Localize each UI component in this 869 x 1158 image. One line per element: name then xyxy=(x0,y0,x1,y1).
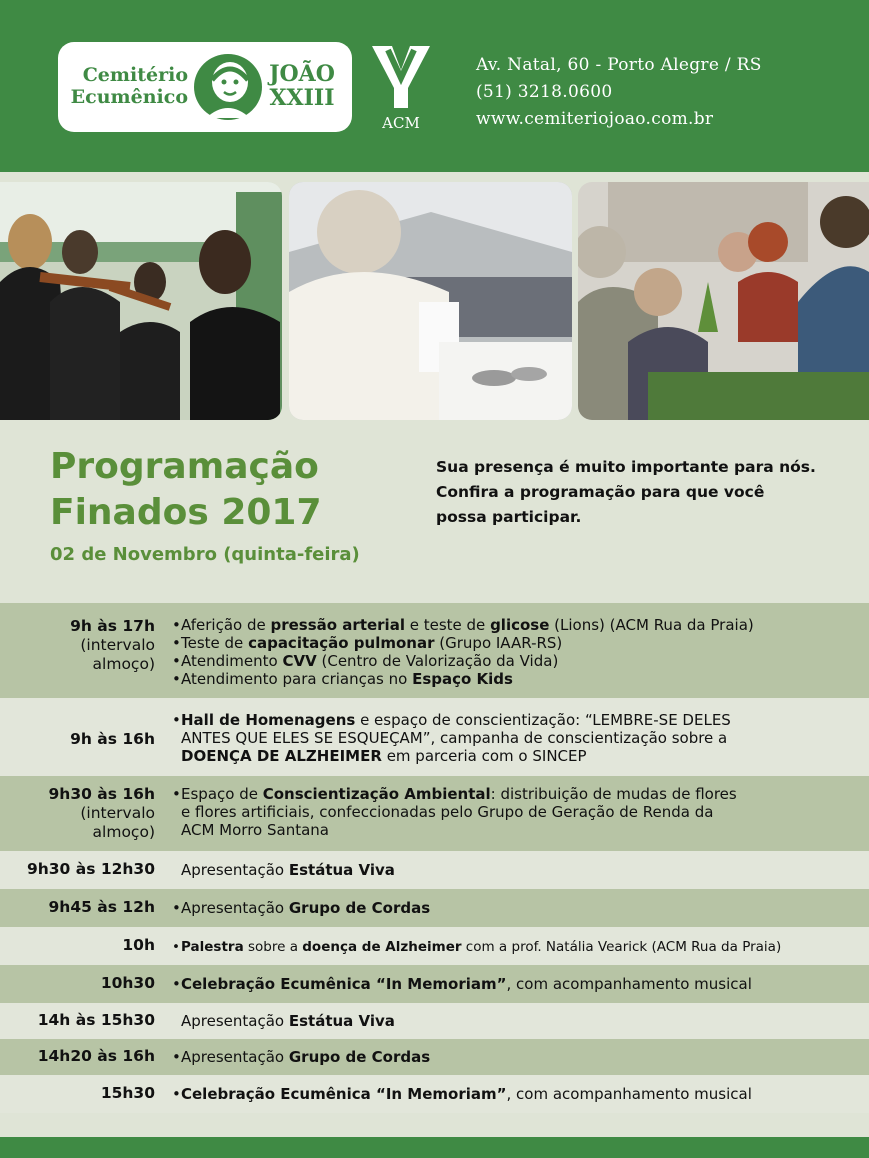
schedule-item-continued: ACM Morro Santana xyxy=(181,821,329,839)
schedule-row xyxy=(0,851,869,889)
priest-celebration-photo xyxy=(289,182,572,420)
violin-players-photo xyxy=(0,182,282,420)
schedule-items xyxy=(172,938,859,956)
logo-text-right xyxy=(262,62,342,110)
schedule-items xyxy=(172,616,859,688)
schedule-item-continued: ANTES QUE ELES SE ESQUEÇAM”, campanha de conscientização sobre a xyxy=(181,729,728,747)
website-link[interactable]: www.cemiteriojoao.com.br xyxy=(476,109,714,129)
schedule-item: •Apresentação Grupo de Cordas xyxy=(172,1048,431,1066)
schedule-time: 9h às 17h (intervalo almoço) xyxy=(70,617,155,673)
schedule-item: •Palestra sobre a doença de Alzheimer com a prof. Natália Vearick (ACM Rua da Praia) xyxy=(172,939,782,955)
contact-info xyxy=(476,52,762,133)
intro-text: Sua presença é muito importante para nós. Confira a programação para que você possa participar. xyxy=(436,458,816,526)
schedule-item: •Apresentação Grupo de Cordas xyxy=(172,899,431,917)
schedule-item: •Hall de Homenagens e espaço de conscientização: “LEMBRE-SE DELES xyxy=(172,711,731,729)
schedule-item: Apresentação Estátua Viva xyxy=(181,1012,395,1030)
schedule-row xyxy=(0,889,869,927)
schedule-row xyxy=(0,603,869,698)
schedule-items xyxy=(172,975,859,993)
pope-portrait-icon xyxy=(192,52,264,122)
logo-text-left xyxy=(70,64,188,108)
schedule-items xyxy=(172,899,859,917)
schedule-time: 9h45 às 12h xyxy=(48,898,155,916)
logo-text-ecumenico: Ecumênico xyxy=(70,86,188,108)
footer-bar xyxy=(0,1137,869,1158)
schedule-row xyxy=(0,1075,869,1113)
logo-text-joao: JOÃO xyxy=(269,61,335,87)
schedule-items xyxy=(172,711,859,765)
schedule-row xyxy=(0,1039,869,1075)
schedule-item: •Aferição de pressão arterial e teste de glicose (Lions) (ACM Rua da Praia) xyxy=(172,616,754,634)
schedule-time: 10h xyxy=(122,936,155,954)
schedule-items xyxy=(172,1012,859,1030)
schedule-row xyxy=(0,1003,869,1039)
schedule-row xyxy=(0,776,869,851)
schedule-item: •Atendimento para crianças no Espaço Kids xyxy=(172,670,513,688)
schedule-item: •Teste de capacitação pulmonar (Grupo IAAR-RS) xyxy=(172,634,563,652)
header-bar xyxy=(0,0,869,172)
schedule-items xyxy=(172,1085,859,1103)
schedule-time: 9h às 16h xyxy=(70,730,155,748)
schedule-row xyxy=(0,698,869,776)
acm-label: ACM xyxy=(382,114,420,132)
acm-y-icon xyxy=(366,44,436,112)
schedule-item: •Atendimento CVV (Centro de Valorização da Vida) xyxy=(172,652,559,670)
schedule-row xyxy=(0,965,869,1003)
logo-text-cemiterio: Cemitério xyxy=(82,64,188,86)
schedule-items xyxy=(172,1048,859,1066)
photo-strip xyxy=(0,182,869,422)
schedule-item-continued: DOENÇA DE ALZHEIMER em parceria com o SINCEP xyxy=(181,747,587,765)
cemetery-logo xyxy=(58,42,352,132)
schedule-time: 14h20 às 16h xyxy=(37,1047,155,1065)
schedule-items xyxy=(172,861,859,879)
page-title-line2: Finados 2017 xyxy=(50,492,322,533)
schedule-item: •Celebração Ecumênica “In Memoriam”, com acompanhamento musical xyxy=(172,1085,752,1103)
schedule-time: 14h às 15h30 xyxy=(37,1011,155,1029)
schedule-item: Apresentação Estátua Viva xyxy=(181,861,395,879)
schedule-item: •Espaço de Conscientização Ambiental: distribuição de mudas de flores xyxy=(172,785,737,803)
schedule-time: 15h30 xyxy=(100,1084,155,1102)
schedule-time: 10h30 xyxy=(100,974,155,992)
schedule-row xyxy=(0,927,869,965)
address-text: Av. Natal, 60 - Porto Alegre / RS xyxy=(476,55,762,75)
phone-text: (51) 3218.0600 xyxy=(476,82,613,102)
logo-text-xxiii: XXIII xyxy=(269,85,335,111)
schedule-item-continued: e flores artificiais, confeccionadas pelo Grupo de Geração de Renda da xyxy=(181,803,714,821)
schedule-time: 9h30 às 16h (intervalo almoço) xyxy=(48,785,155,841)
schedule-item: •Celebração Ecumênica “In Memoriam”, com acompanhamento musical xyxy=(172,975,752,993)
acm-logo xyxy=(366,44,436,134)
seedling-distribution-photo xyxy=(578,182,869,420)
program-title-block xyxy=(50,444,360,565)
page-title-line1: Programação xyxy=(50,446,319,487)
schedule-time: 9h30 às 12h30 xyxy=(26,860,155,878)
schedule-items xyxy=(172,785,859,839)
event-date: 02 de Novembro (quinta-feira) xyxy=(50,544,360,565)
